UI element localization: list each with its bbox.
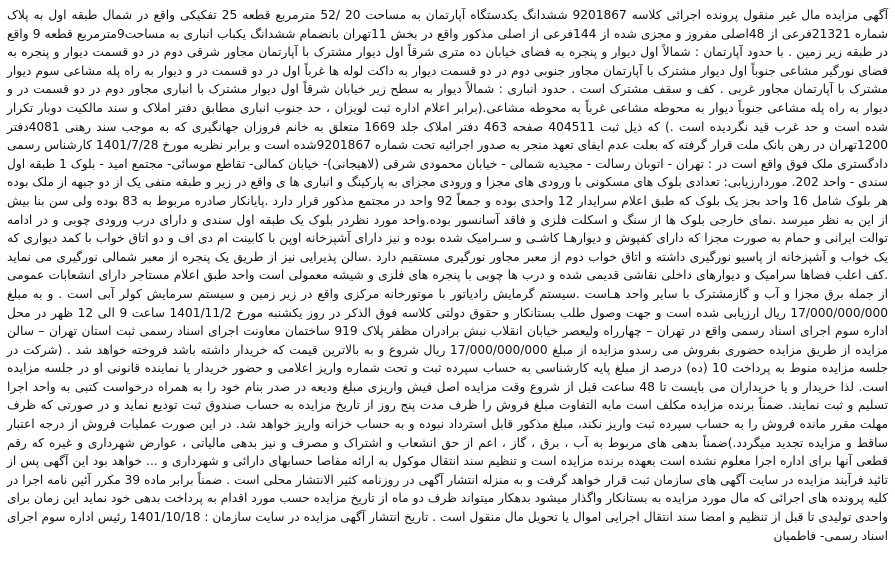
notice-body-text: آگهی مزایده مال غیر منقول پرونده اجرائی کلاسه 9201867 ششدانگ یکدستگاه آپارتمان به مساحت 20 /52 مترمربع قطعه 25 تفکیکی واقع در شمال طبقه اول به پلاک شماره 21321فرعی از 48اصلی مفروز و مجزی شده از 144فرعی از اصلی مذکور واقع در بخش 11تهران بانضمام ششدانگ یکباب انباری به مساحت9مترمربع قطعه 9 واقع در طبقه زیر زمین . با حدود آپارتمان : شمالاً اول دیوار و پنجره به فضای خیابان ده متری شرقاً اول دیوار مشترک با آپارتمان مجاور شرقی دوم در دو قسمت دیوار و پنجره به فضای نورگیر مشاعی جنوباً اول دیوار مشترک با آپارتمان مجاور جنوبی دوم در دو قسمت دیوار به داکت لوله ها غرباً اول در دو قسمت در و دیوار به راه پله مشاعی سوم دیوار مشترک با آپارتمان مجاور غربی . کف و سقف مشترک است . حدود انباری : شمالاً دیوار به سطح زیر خیابان شرقاً اول دیوار مشترک با انباری مجاور دوم در دو قسمت در و دیوار به راه پله مشاعی جنوباً دیوار به محوطه مشاعی غرباً به محوطه مشاعی.(برابر اعلام اداره ثبت لویزان ، حد جنوب انباری مطابق دفتر املاک و سند مالکیت دوبار تکرار شده است و حد غرب قید نگردیده است .) که ذیل ثبت 404511 صفحه 463 دفتر املاک جلد 1669 متعلق به خانم فروزان جهانگیری که به موجب سند رهنی 4081دفتر 1200تهران در رهن بانک ملت قرار گرفته که بعلت عدم ایفای تعهد منجر به صدور اجرائیه تحت شماره 9201867شده است و برابر نظریه مورخ 1401/7/28 کارشناس رسمی دادگستری ملک فوق واقع است در : تهران - اتوبان رسالت - مجیدیه شمالی - خیابان محمودی شرقی (لاهیجانی)- خیابان کمالی- تقاطع موسائی- مجتمع امید - بلوک 1 طبقه اول سندی - واحد 202. موردارزیابی: تعدادی بلوک های مسکونی با ورودی های مجزا و ورودی مجزای به پارکینگ و انباری ها ی واقع در زیر و طبقه منفی یک از دو جبهه از ملک بوده هر بلوک شامل 16 واحد بجز یک بلوک که طبق اعلام سرایدار 12 واحدی بوده و جمعاً 92 واحد در مجتمع مذکور قرار دارد .پایانکار صادره مربوط به 83 بوده ولی سن بنا بیش از این به نظر میرسد .نمای خارجی بلوک ها از سنگ و اسکلت فلزی و فاقد آسانسور بوده.واحد مورد نظردر بلوک یک طبقه اول سندی و دارای درب ورودی چوبی و در ادامه توالت ایرانی و حمام به صورت مجزا که دارای کفپوش و دیوارهـا کاشـی و سـرامیک شده بوده و نیز دارای آشپزخانه اوپن با کابینت ام دی اف و دو اتاق خواب با کمد دیواری که یک خواب و آشپزخانه از پاسیو نورگیری داشته و اتاق خواب دوم از معبر مجاور نورگیری مستقیم دارد .سالن پذیرایی نیز از طریق یک پنجره از معبر شمالی نورگیری می نماید .کف اعلب فضاها سرامیک و دیوارهای داخلی نقاشی قدیمی شده و درب ها چوبی با پنجره های فلزی و شیشه معمولی است واحد طبق اعلام مستاجر دارای انشعابات عمومی از جمله برق مجزا و آب و گازمشترک با سایر واحد هـاست .سیستم گرمایش رادیاتور با موتورخانه مرکزی واقع در زیر زمین و سیستم سرمایش کولر آبی است . و به مبلغ 17/000/000/000 ریال ارزیابی شده است و جهت وصول طلب بستانکار و حقوق دولتی کلاسه فوق الذکر در روز یکشنبه مورخ 1401/11/2 ساعت 9 الی 12 ظهر در محل اداره سوم اجرای اسناد رسمی واقع در تهران – چهارراه ولیعصر خیابان انقلاب نبش برادران مظفر پلاک 919 ساختمان معاونت اجرای اسناد رسمی ثبت استان تهران – سالن مزایده از طریق مزایده حضوری بفروش می رسدو مزایده از مبلغ 17/000/000/000 ریال شروع و به بالاترین قیمت که خریدار داشته باشد فروخته خواهد شد . (شرکت در جلسه مزایده منوط به پرداخت 10 (ده) درصد از مبلغ پایه کارشناسی به حساب سپرده ثبت و تحت شماره واریز اعلامی و حضور خریدار یا نماینده قانونی او در جلسه مزایده است. لذا خریدار و یا خریداران می بایست تا 48 ساعت قبل از شروع وقت مزایده اصل فیش واریزی مبلغ ودیعه در صدر بنام خود را به همراه درخواست کتبی به واحد اجرا تسلیم و ثبت نمایند. ضمناً برنده مزایده مکلف است مابه التفاوت مبلغ فروش را ظرف مدت پنج روز از تاریخ مزایده به حساب صندوق ثبت تودیع نماید و در صورتی که ظرف مهلت مقرر مانده فروش را به حساب سپرده ثبت واریز نکند، مبلغ مذکور قابل استرداد نبوده و به حساب خزانه واریز خواهد شد. در این صورت عملیات فروش از درجه اعتبار ساقط و مزایده تجدید میگردد.)ضمناً بدهی های مربوط به آب ، برق ، گاز ، اعم از حق انشعاب و اشتراک و مصرف و نیز بدهی مالیاتی ، عوارض شهرداری و غیره که رقم قطعی آنها برای اداره اجرا معلوم نشده است بعهده برنده مزایده است و تنظیم سند انتقال موکول به ارائه مفاصا حسابهای دارائی و شهرداری و ... خواهد بود این آگهی پس از تائید فرآیند مزایده در سایت آگهی های سازمان ثبت قرار خواهد گرفت و به منزله انتشار آگهی در روزنامه کثیر الانتشار محلی است . ضمناً برابر ماده 39 مکرر آئین نامه اجرا در کلیه پرونده های اجرائی که مال مورد مزایده به بستانکار واگذار میشود بدهکار میتواند ظرف دو ماه از تاریخ مزایده حسب مورد اقدام به پرداخت بدهی خود نماید این زمان برای واحدی تولیدی تا قبل از تنظیم و امضا سند انتقال اجرایی اموال یا تحویل مال منقول است . تاریخ انتشار آگهی مزایده در سایت سازمان : 1401/10/18 رئیس اداره سوم اجرای اسناد رسمی- فاطمیان bbox=[7, 8, 889, 543]
